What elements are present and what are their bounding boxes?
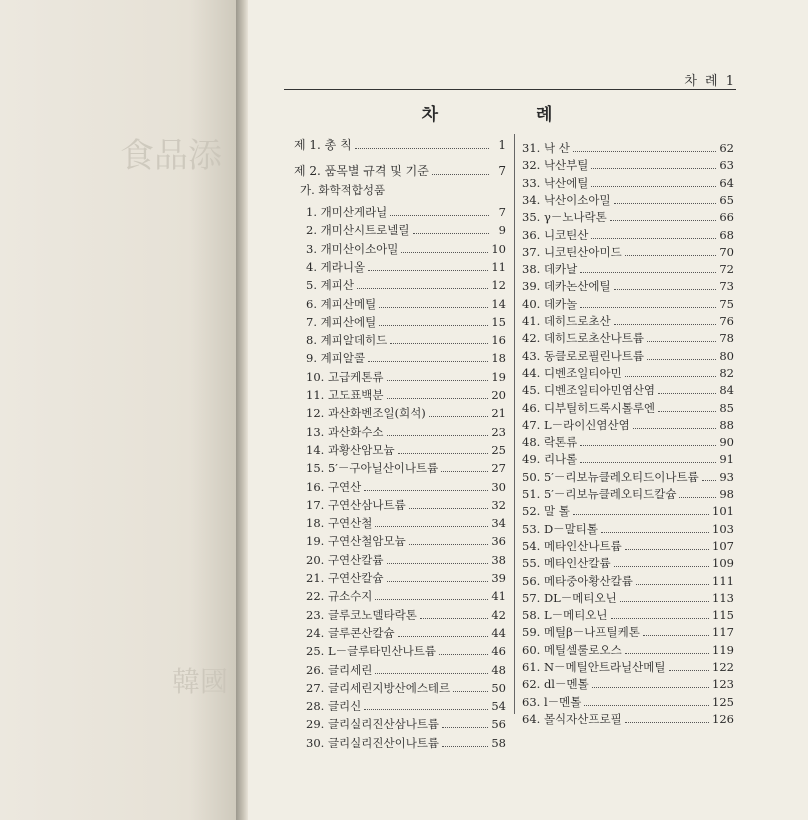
entry-label: 32. 낙산부틸 [522, 158, 589, 173]
entry-label: 10. 고급케톤류 [306, 369, 384, 384]
toc-entry [522, 451, 734, 467]
entry-page-number: 66 [719, 210, 734, 225]
entry-page-number: 46 [491, 644, 506, 659]
toc-entry [522, 365, 734, 381]
toc-entry [522, 521, 734, 537]
dot-leader [387, 371, 489, 381]
toc-entry [522, 417, 734, 433]
entry-label: 44. 디벤조일티아민 [522, 365, 622, 380]
toc-entry [522, 469, 734, 485]
entry-label: 45. 디벤조일티아민염산염 [522, 383, 656, 398]
dot-leader [355, 139, 489, 149]
entry-page-number: 73 [719, 279, 734, 294]
entry-page-number: 126 [712, 711, 734, 726]
entry-label: 13. 과산화수소 [306, 424, 384, 439]
entry-page-number: 68 [719, 227, 734, 242]
dot-leader [625, 713, 709, 723]
toc-entry [294, 387, 506, 403]
entry-page-number: 20 [491, 388, 506, 402]
toc-chapter [294, 136, 506, 152]
header-rule [284, 89, 736, 90]
dot-leader [636, 575, 709, 585]
toc-entry [294, 204, 506, 220]
entry-page-number: 119 [712, 642, 734, 657]
dot-leader [633, 419, 717, 429]
entry-page-number: 115 [712, 608, 734, 623]
toc-entry [294, 314, 506, 330]
dot-leader [580, 263, 716, 273]
page-title: 차 례 [421, 105, 599, 125]
toc-entry [522, 538, 734, 554]
entry-label: 42. 데히드로초산나트륨 [522, 331, 644, 346]
entry-page-number: 9 [498, 223, 506, 238]
entry-label: 49. 리나롤 [522, 452, 578, 467]
entry-label: 62. dl－멘톨 [522, 677, 589, 692]
dot-leader [573, 142, 717, 152]
entry-label: 37. 니코틴산아미드 [522, 244, 622, 259]
dot-leader [611, 609, 710, 619]
dot-leader [669, 661, 710, 671]
dot-leader [591, 229, 716, 239]
toc-entry [294, 332, 506, 348]
toc-entry [294, 662, 506, 678]
entry-label: 46. 디부틸히드록시톨루엔 [522, 400, 656, 415]
entry-page-number: 1 [498, 138, 506, 152]
toc-entry [522, 296, 734, 312]
entry-label: 15. 5′－구아닐산이나트륨 [306, 461, 439, 476]
entry-page-number: 107 [712, 538, 734, 553]
entry-page-number: 63 [719, 158, 734, 173]
entry-page-number: 70 [719, 244, 734, 259]
dot-leader [625, 644, 709, 654]
toc-entry [294, 607, 506, 623]
dot-leader [409, 499, 489, 509]
entry-page-number: 90 [719, 435, 734, 450]
entry-label: 51. 5′－리보뉴클레오티드칼슘 [522, 487, 677, 501]
entry-page-number: 93 [719, 469, 734, 484]
dot-leader [614, 557, 709, 567]
dot-leader [453, 682, 488, 692]
dot-leader [432, 165, 489, 175]
dot-leader [398, 627, 489, 637]
entry-page-number: 44 [491, 625, 506, 640]
toc-entry [522, 209, 734, 225]
entry-page-number: 21 [491, 406, 506, 421]
dot-leader [441, 462, 488, 472]
dot-leader [390, 206, 489, 216]
entry-label: 34. 낙산이소아밀 [522, 192, 611, 207]
entry-page-number: 125 [712, 694, 734, 709]
dot-leader [390, 334, 488, 344]
running-head: 차 례 1 [684, 74, 736, 89]
toc-entry [294, 735, 506, 751]
entry-page-number: 56 [491, 717, 506, 732]
toc-entry [294, 296, 506, 312]
toc-entry [522, 330, 734, 346]
toc-entry [294, 552, 506, 568]
dot-leader [387, 426, 489, 436]
entry-label: 28. 글리신 [306, 699, 362, 714]
entry-label: 23. 글루코노델타락톤 [306, 607, 417, 622]
bleed-through-glyph: 韓國 [172, 665, 229, 698]
entry-label: 29. 글리실리진산삼나트륨 [306, 717, 440, 732]
entry-label: 제 1. 총 칙 [294, 138, 352, 152]
toc-entry [294, 442, 506, 458]
entry-label: 35. γ－노나락톤 [522, 210, 607, 225]
toc-entry [522, 555, 734, 571]
toc-entry [522, 711, 734, 727]
dot-leader [442, 718, 488, 728]
dot-leader [658, 402, 716, 412]
entry-page-number: 76 [719, 314, 734, 328]
dot-leader [620, 592, 709, 602]
entry-label: 19. 구연산철암모늄 [306, 534, 406, 549]
entry-page-number: 88 [719, 417, 734, 432]
entry-page-number: 64 [719, 175, 734, 190]
toc-entry [294, 515, 506, 531]
toc-entry [294, 497, 506, 513]
dot-leader [379, 298, 488, 308]
dot-leader [375, 590, 488, 600]
toc-entry [522, 382, 734, 398]
entry-page-number: 78 [719, 331, 734, 346]
dot-leader [591, 177, 716, 187]
entry-label: 58. L－메티오닌 [522, 608, 608, 623]
entry-page-number: 75 [719, 296, 734, 311]
dot-leader [368, 352, 488, 362]
dot-leader [387, 389, 489, 399]
entry-label: 36. 니코틴산 [522, 227, 589, 242]
entry-page-number: 27 [491, 461, 506, 476]
entry-page-number: 19 [491, 369, 506, 384]
dot-leader [647, 350, 716, 360]
entry-page-number: 62 [719, 141, 734, 155]
entry-page-number: 80 [719, 348, 734, 363]
bleed-through-glyph: 食品添 [120, 136, 222, 176]
toc-entry [522, 261, 734, 277]
dot-leader [368, 261, 488, 271]
dot-leader [702, 471, 717, 481]
entry-label: 가. 화학적합성품 [300, 183, 386, 197]
dot-leader [679, 488, 716, 498]
entry-page-number: 48 [491, 662, 506, 677]
dot-leader [643, 626, 709, 636]
dot-leader [580, 436, 716, 446]
toc-entry [294, 625, 506, 641]
entry-label: 52. 말 톨 [522, 504, 570, 519]
entry-label: 53. D－말티톨 [522, 521, 598, 536]
dot-leader [601, 523, 709, 533]
entry-label: 18. 구연산철 [306, 516, 373, 531]
dot-leader [364, 481, 488, 491]
toc-entry [522, 434, 734, 450]
dot-leader [591, 159, 716, 169]
entry-label: 55. 메타인산칼륨 [522, 556, 611, 571]
toc-group-heading [294, 182, 506, 198]
entry-label: 33. 낙산에틸 [522, 175, 589, 190]
entry-label: 41. 데히드로초산 [522, 314, 611, 328]
dot-leader [429, 407, 489, 417]
dot-leader [401, 243, 488, 253]
entry-label: 40. 데카놀 [522, 296, 578, 311]
entry-label: 64. 몰식자산프로필 [522, 711, 622, 726]
dot-leader [573, 505, 709, 515]
entry-label: 63. l－멘톨 [522, 694, 582, 709]
entry-page-number: 91 [719, 452, 734, 467]
entry-page-number: 32 [491, 497, 506, 512]
entry-page-number: 58 [491, 735, 506, 750]
entry-label: 47. L－라이신염산염 [522, 417, 630, 432]
entry-label: 39. 데카논산에틸 [522, 279, 611, 294]
toc-entry [294, 479, 506, 495]
dot-leader [625, 540, 709, 550]
entry-page-number: 113 [712, 590, 734, 605]
entry-label: 56. 메타중아황산칼륨 [522, 573, 633, 588]
dot-leader [580, 453, 716, 463]
entry-page-number: 11 [491, 259, 506, 274]
toc-entry [294, 588, 506, 604]
entry-label: 2. 개미산시트로넬릴 [306, 223, 410, 238]
dot-leader [439, 645, 488, 655]
toc-entry [522, 486, 734, 502]
dot-leader [614, 315, 717, 325]
entry-page-number: 109 [712, 556, 734, 571]
toc-entry [294, 241, 506, 257]
entry-label: 9. 계피알콜 [306, 351, 366, 366]
entry-label: 16. 구연산 [306, 479, 362, 494]
toc-chapter [294, 162, 506, 178]
toc-entry [294, 222, 506, 238]
entry-label: 6. 계피산메틸 [306, 296, 377, 311]
toc-entry [294, 698, 506, 714]
entry-label: 11. 고도표백분 [306, 388, 384, 402]
toc-entry [522, 140, 734, 156]
entry-label: 25. L－글루타민산나트륨 [306, 644, 436, 659]
dot-leader [442, 737, 488, 747]
toc-entry [294, 533, 506, 549]
toc-entry [294, 460, 506, 476]
entry-page-number: 38 [491, 552, 506, 567]
entry-page-number: 84 [719, 383, 734, 398]
toc-entry [522, 400, 734, 416]
entry-page-number: 7 [498, 164, 506, 178]
toc-entry [294, 405, 506, 421]
entry-label: 제 2. 품목별 규격 및 기준 [294, 164, 429, 178]
entry-page-number: 41 [491, 589, 506, 604]
entry-page-number: 85 [719, 400, 734, 415]
entry-label: 31. 낙 산 [522, 141, 570, 155]
entry-page-number: 39 [491, 571, 506, 585]
toc-entry [522, 624, 734, 640]
column-divider [514, 134, 515, 714]
entry-page-number: 117 [712, 625, 734, 640]
entry-label: 54. 메타인산나트륨 [522, 538, 622, 553]
entry-label: 48. 락톤류 [522, 435, 578, 450]
entry-page-number: 101 [712, 504, 734, 519]
left-page [0, 0, 236, 820]
entry-page-number: 98 [719, 487, 734, 501]
dot-leader [647, 332, 716, 342]
dot-leader [375, 517, 488, 527]
entry-label: 50. 5′－리보뉴클레오티드이나트륨 [522, 469, 699, 484]
entry-page-number: 7 [498, 205, 506, 219]
entry-label: 20. 구연산칼륨 [306, 552, 384, 567]
entry-page-number: 23 [491, 424, 506, 439]
entry-page-number: 16 [491, 333, 506, 348]
toc-entry [294, 369, 506, 385]
entry-page-number: 42 [491, 607, 506, 622]
entry-label: 1. 개미산게라닐 [306, 205, 388, 219]
dot-leader [398, 444, 489, 454]
dot-leader [625, 367, 717, 377]
entry-page-number: 12 [491, 278, 506, 293]
entry-label: 24. 글루콘산칼슘 [306, 625, 395, 640]
toc-entry [522, 313, 734, 329]
dot-leader [409, 535, 489, 545]
entry-page-number: 14 [491, 296, 506, 311]
toc-entry [522, 175, 734, 191]
toc-entry [294, 680, 506, 696]
entry-page-number: 34 [491, 516, 506, 531]
entry-page-number: 10 [491, 241, 506, 256]
entry-label: 61. N－메틸안트라닐산메틸 [522, 660, 666, 674]
entry-label: 4. 게라니올 [306, 259, 366, 274]
toc-entry [522, 192, 734, 208]
entry-page-number: 54 [491, 699, 506, 714]
entry-page-number: 36 [491, 534, 506, 549]
dot-leader [420, 609, 489, 619]
entry-label: 17. 구연산삼나트륨 [306, 497, 406, 512]
entry-label: 38. 데카날 [522, 262, 578, 277]
toc-entry [522, 590, 734, 606]
entry-page-number: 65 [719, 192, 734, 207]
entry-label: 14. 과황산암모늄 [306, 442, 395, 457]
dot-leader [580, 298, 716, 308]
entry-page-number: 25 [491, 442, 506, 457]
dot-leader [387, 554, 489, 564]
toc-entry [294, 570, 506, 586]
entry-page-number: 103 [712, 521, 734, 536]
toc-entry [522, 676, 734, 692]
dot-leader [413, 224, 490, 234]
toc-entry [522, 503, 734, 519]
toc-entry [522, 348, 734, 364]
toc-entry [522, 278, 734, 294]
entry-page-number: 18 [491, 351, 506, 366]
dot-leader [584, 696, 709, 706]
entry-label: 8. 계피알데히드 [306, 333, 388, 348]
dot-leader [592, 678, 709, 688]
dot-leader [357, 279, 488, 289]
toc-entry [522, 659, 734, 675]
entry-label: 30. 글리실리진산이나트륨 [306, 735, 440, 750]
entry-page-number: 15 [491, 314, 506, 329]
toc-entry [294, 716, 506, 732]
toc-entry [522, 607, 734, 623]
entry-label: 43. 동클로로필린나트륨 [522, 348, 644, 363]
toc-entry [522, 573, 734, 589]
toc-entry [294, 424, 506, 440]
toc-entry [522, 244, 734, 260]
toc-entry [294, 350, 506, 366]
entry-label: 12. 과산화벤조일(희석) [306, 406, 426, 421]
entry-label: 7. 계피산에틸 [306, 314, 377, 329]
entry-label: 57. DL－메티오닌 [522, 590, 617, 605]
entry-label: 59. 메틸β－나프틸케톤 [522, 625, 640, 640]
entry-label: 3. 개미산이소아밀 [306, 241, 399, 256]
toc-entry [294, 277, 506, 293]
entry-page-number: 123 [712, 677, 734, 692]
toc-entry [294, 259, 506, 275]
dot-leader [375, 664, 488, 674]
entry-page-number: 72 [719, 262, 734, 277]
toc-entry [522, 157, 734, 173]
entry-label: 21. 구연산칼슘 [306, 571, 384, 585]
toc-entry [522, 642, 734, 658]
entry-label: 27. 글리세린지방산에스테르 [306, 680, 451, 695]
dot-leader [625, 246, 717, 256]
entry-label: 26. 글리세린 [306, 662, 373, 677]
dot-leader [614, 194, 717, 204]
dot-leader [658, 384, 716, 394]
entry-label: 5. 계피산 [306, 278, 354, 293]
book-gutter [236, 0, 248, 820]
dot-leader [364, 700, 488, 710]
dot-leader [379, 316, 488, 326]
dot-leader [614, 280, 717, 290]
entry-label: 60. 메틸셀룰로오스 [522, 642, 622, 657]
toc-entry [294, 643, 506, 659]
dot-leader [610, 211, 717, 221]
entry-page-number: 111 [712, 573, 734, 588]
entry-page-number: 30 [491, 479, 506, 494]
entry-page-number: 50 [491, 680, 506, 695]
entry-page-number: 82 [719, 365, 734, 380]
toc-entry [522, 227, 734, 243]
dot-leader [387, 572, 489, 582]
entry-label: 22. 규소수지 [306, 589, 373, 604]
entry-page-number: 122 [712, 660, 734, 674]
toc-entry [522, 694, 734, 710]
